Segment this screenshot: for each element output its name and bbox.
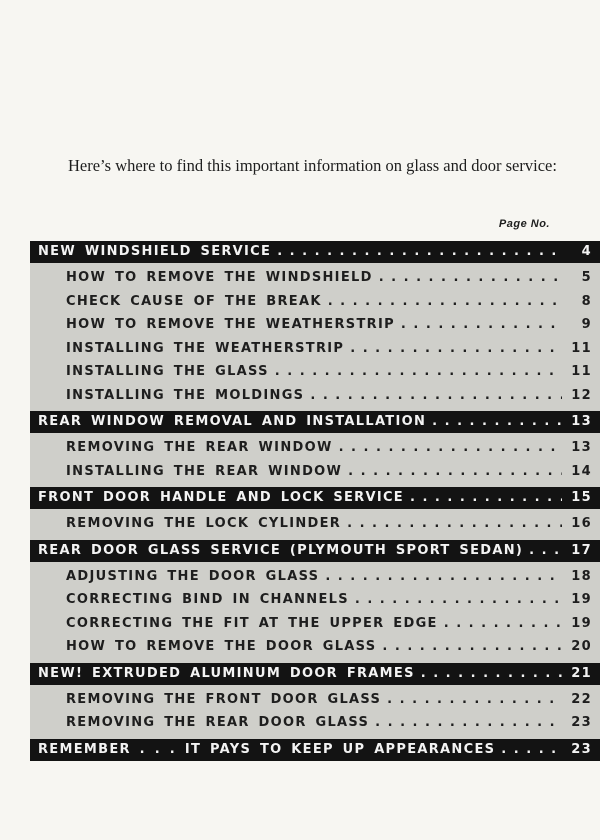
toc-subsection-group bbox=[30, 509, 600, 540]
toc-section-front-door-handle[interactable] bbox=[30, 487, 600, 509]
toc-page-number: 5 bbox=[581, 270, 592, 285]
toc-section-title: REAR WINDOW REMOVAL AND INSTALLATION bbox=[38, 414, 427, 429]
dot-leader bbox=[333, 436, 562, 460]
dot-leader bbox=[349, 588, 562, 612]
toc-item-title: INSTALLING THE REAR WINDOW bbox=[66, 463, 343, 479]
toc-item-title: REMOVING THE REAR WINDOW bbox=[66, 440, 333, 455]
toc-item[interactable] bbox=[30, 635, 600, 659]
dot-leader bbox=[322, 290, 562, 314]
toc-section-title: NEW WINDSHIELD SERVICE bbox=[38, 244, 272, 259]
dot-leader bbox=[304, 384, 562, 408]
toc-item[interactable] bbox=[30, 512, 600, 536]
toc-item-title: INSTALLING THE WEATHERSTRIP bbox=[66, 340, 345, 356]
dot-leader bbox=[342, 460, 562, 484]
toc-item[interactable] bbox=[30, 565, 600, 589]
dot-leader bbox=[381, 688, 562, 712]
toc-item[interactable] bbox=[30, 384, 600, 408]
toc-page-number: 12 bbox=[571, 387, 592, 403]
toc-item-title: CORRECTING BIND IN CHANNELS bbox=[66, 592, 349, 607]
toc-item-title: CHECK CAUSE OF THE BREAK bbox=[66, 293, 322, 309]
toc-page-number: 23 bbox=[571, 715, 592, 730]
table-of-contents bbox=[30, 241, 600, 761]
toc-section-remember[interactable] bbox=[30, 739, 600, 761]
toc-page-number: 16 bbox=[571, 516, 592, 531]
toc-section-title: REMEMBER . . . IT PAYS TO KEEP UP APPEARANCES bbox=[38, 741, 496, 757]
dot-leader bbox=[319, 565, 562, 589]
toc-item-title: INSTALLING THE GLASS bbox=[66, 364, 269, 379]
toc-item-title: HOW TO REMOVE THE WINDSHIELD bbox=[66, 270, 373, 285]
toc-item-title: REMOVING THE LOCK CYLINDER bbox=[66, 516, 342, 531]
toc-page-number: 11 bbox=[571, 364, 592, 379]
toc-subsection-group bbox=[30, 562, 600, 663]
toc-page-number: 8 bbox=[581, 293, 592, 309]
toc-item-title: ADJUSTING THE DOOR GLASS bbox=[66, 568, 320, 584]
toc-page-number: 13 bbox=[571, 440, 592, 455]
toc-section-title: NEW! EXTRUDED ALUMINUM DOOR FRAMES bbox=[38, 665, 415, 681]
toc-page-number: 14 bbox=[571, 463, 592, 479]
dot-leader bbox=[523, 540, 562, 562]
toc-section-rear-door-glass[interactable] bbox=[30, 540, 600, 562]
toc-item[interactable] bbox=[30, 460, 600, 484]
toc-page-number: 20 bbox=[571, 639, 592, 654]
toc-page-number: 23 bbox=[571, 741, 592, 757]
toc-page-number: 19 bbox=[571, 615, 592, 631]
toc-item[interactable] bbox=[30, 436, 600, 460]
dot-leader bbox=[404, 487, 562, 509]
dot-leader bbox=[271, 241, 562, 263]
dot-leader bbox=[495, 739, 562, 761]
toc-item[interactable] bbox=[30, 290, 600, 314]
toc-item-title: HOW TO REMOVE THE WEATHERSTRIP bbox=[66, 317, 395, 332]
toc-item[interactable] bbox=[30, 360, 600, 384]
toc-item-title: HOW TO REMOVE THE DOOR GLASS bbox=[66, 639, 377, 654]
toc-item[interactable] bbox=[30, 313, 600, 337]
toc-page-number: 4 bbox=[581, 244, 592, 259]
toc-subsection-group bbox=[30, 433, 600, 487]
toc-page-number: 18 bbox=[571, 568, 592, 584]
dot-leader bbox=[369, 711, 562, 735]
dot-leader bbox=[426, 411, 562, 433]
toc-item-title: CORRECTING THE FIT AT THE UPPER EDGE bbox=[66, 615, 438, 631]
toc-item[interactable] bbox=[30, 266, 600, 290]
toc-section-new-windshield-service[interactable] bbox=[30, 241, 600, 263]
toc-page-number: 9 bbox=[581, 317, 592, 332]
toc-section-rear-window[interactable] bbox=[30, 411, 600, 433]
toc-page-number: 19 bbox=[571, 592, 592, 607]
dot-leader bbox=[376, 635, 562, 659]
toc-page-number: 13 bbox=[571, 414, 592, 429]
toc-subsection-group bbox=[30, 263, 600, 411]
toc-page-number: 22 bbox=[571, 691, 592, 707]
toc-page-number: 21 bbox=[571, 665, 592, 681]
toc-section-title: REAR DOOR GLASS SERVICE (PLYMOUTH SPORT SEDAN) bbox=[38, 542, 524, 558]
toc-item[interactable] bbox=[30, 337, 600, 361]
dot-leader bbox=[341, 512, 562, 536]
toc-section-extruded-aluminum-frames[interactable] bbox=[30, 663, 600, 685]
toc-item-title: INSTALLING THE MOLDINGS bbox=[66, 387, 305, 403]
toc-section-title: FRONT DOOR HANDLE AND LOCK SERVICE bbox=[38, 490, 404, 505]
toc-page-number: 11 bbox=[571, 340, 592, 356]
dot-leader bbox=[395, 313, 562, 337]
toc-item[interactable] bbox=[30, 588, 600, 612]
page-number-header: Page No. bbox=[498, 218, 550, 230]
dot-leader bbox=[269, 360, 562, 384]
toc-item[interactable] bbox=[30, 688, 600, 712]
toc-item-title: REMOVING THE REAR DOOR GLASS bbox=[66, 715, 370, 730]
dot-leader bbox=[415, 663, 562, 685]
dot-leader bbox=[438, 612, 562, 636]
toc-page-number: 15 bbox=[571, 490, 592, 505]
toc-item-title: REMOVING THE FRONT DOOR GLASS bbox=[66, 691, 382, 707]
toc-page-number: 17 bbox=[571, 542, 592, 558]
toc-item[interactable] bbox=[30, 612, 600, 636]
intro-paragraph: Here’s where to find this important information on glass and door service: bbox=[68, 156, 557, 175]
toc-item[interactable] bbox=[30, 711, 600, 735]
dot-leader bbox=[344, 337, 562, 361]
dot-leader bbox=[373, 266, 562, 290]
toc-subsection-group bbox=[30, 685, 600, 739]
